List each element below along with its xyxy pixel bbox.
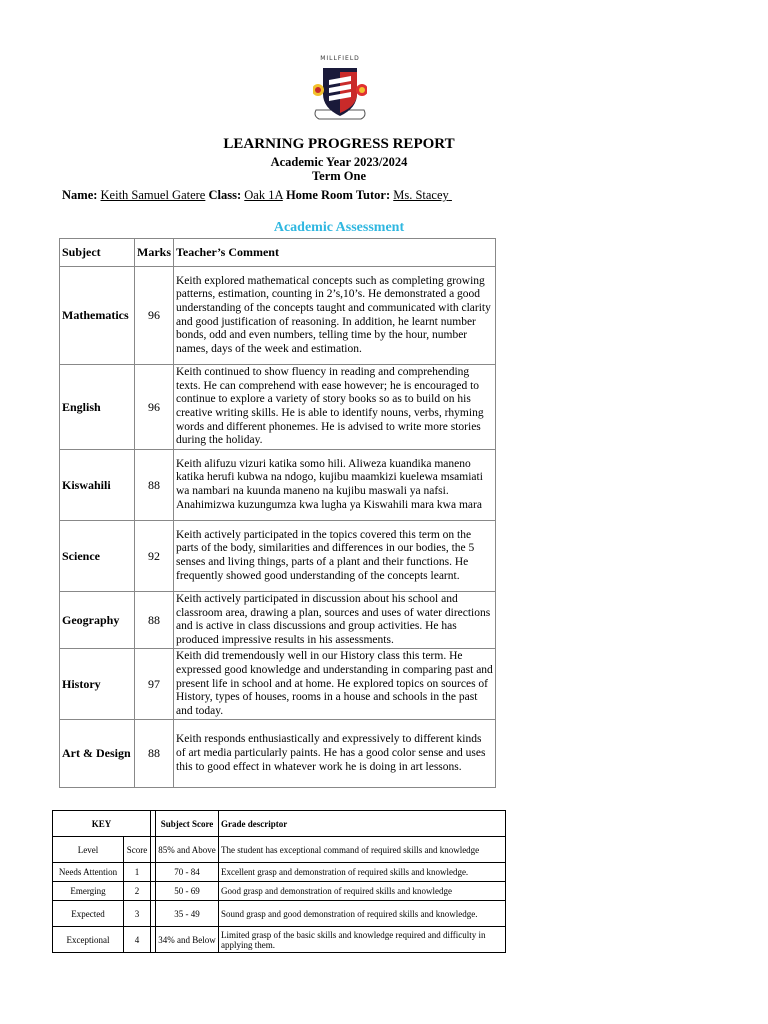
report-title: LEARNING PROGRESS REPORT	[223, 136, 455, 152]
level-score: 1	[124, 863, 151, 882]
assessment-table	[59, 238, 496, 788]
score-range: 85% and Above	[156, 837, 219, 863]
score-range: 50 - 69	[156, 882, 219, 901]
assessment-header-row	[60, 239, 496, 267]
class-label: Class:	[208, 188, 242, 202]
table-row	[60, 592, 496, 649]
marks-header: Marks	[135, 239, 174, 267]
level-header: Level	[53, 837, 124, 863]
teacher-comment: Keith explored mathematical concepts such as completing growing patterns, estimation, counting in 2’s,10’s. He demonstrated a good understanding of the concepts taught and communicated with clarity and good justification of reasoning. In addition, he learnt number bonds, odd and even numbers, telling time by the hour, number names, days of the week and estimation.	[174, 267, 496, 365]
teacher-comment: Keith alifuzu vizuri katika somo hili. Aliweza kuandika maneno katika herufi kubwa na ndogo, kujibu maamkizi kuelewa msamiati wa nambari na kuunda maneno na kujibu maswali ya nafsi. Anahimizwa kuzungumza kwa lugha ya Kiswahili mara kwa mara	[174, 450, 496, 521]
level-name: Exceptional	[53, 927, 124, 953]
student-class: Oak 1A	[244, 188, 283, 202]
grade-descriptor: The student has exceptional command of required skills and knowledge	[219, 837, 506, 863]
level-score: 4	[124, 927, 151, 953]
table-row	[60, 267, 496, 365]
subject-name: Kiswahili	[60, 450, 135, 521]
table-row	[60, 720, 496, 788]
teacher-comment: Keith actively participated in discussion about his school and classroom area, drawing a plan, sources and uses of water directions and is active in class discussions and group activities. He has produced impressive results in his assessments.	[174, 592, 496, 649]
tutor-label: Home Room Tutor:	[285, 188, 391, 202]
grade-descriptor: Good grasp and demonstration of required skills and knowledge	[219, 882, 506, 901]
crest-icon	[313, 64, 367, 122]
teacher-comment: Keith did tremendously well in our History class this term. He expressed good knowledge and understanding in comparing past and present life in school and at home. He explored topics on sources of History, types of houses, rooms in a house and schools in the past and today.	[174, 649, 496, 720]
academic-year: Academic Year 2023/2024	[270, 155, 408, 169]
key-header-row	[53, 811, 506, 837]
level-score-header: Score	[124, 837, 151, 863]
teacher-comment: Keith responds enthusiastically and expressively to different kinds of art media particularly paints. He has a good color sense and uses this to good effect in whatever work he is doing in art lessons.	[174, 720, 496, 788]
level-score: 2	[124, 882, 151, 901]
table-row	[53, 882, 506, 901]
grading-key-table	[52, 810, 506, 953]
level-score: 3	[124, 901, 151, 927]
subject-marks: 92	[135, 521, 174, 592]
school-crest	[309, 55, 371, 122]
subject-name: Art & Design	[60, 720, 135, 788]
level-name: Needs Attention	[53, 863, 124, 882]
subject-marks: 88	[135, 720, 174, 788]
subject-name: History	[60, 649, 135, 720]
teacher-comment: Keith continued to show fluency in reading and comprehending texts. He can comprehend with ease however; he is encouraged to continue to explore a variety of story books so as to build on his creative writing skills. He is able to identify nouns, verbs, rhyming words and different phonemes. He is advised to write more stories during the holiday.	[174, 365, 496, 450]
subject-marks: 96	[135, 365, 174, 450]
score-header: Subject Score	[156, 811, 219, 837]
key-title: KEY	[53, 811, 151, 837]
student-name: Keith Samuel Gatere	[100, 188, 206, 202]
table-row	[60, 521, 496, 592]
table-row	[53, 927, 506, 953]
score-range: 35 - 49	[156, 901, 219, 927]
table-row	[53, 901, 506, 927]
score-range: 70 - 84	[156, 863, 219, 882]
level-name: Expected	[53, 901, 124, 927]
school-name: MILLFIELD	[320, 55, 360, 62]
subject-name: English	[60, 365, 135, 450]
subject-name: Mathematics	[60, 267, 135, 365]
teacher-comment: Keith actively participated in the topics covered this term on the parts of the body, similarities and differences in our bodies, the 5 senses and living things, parts of a plant and their functions. He frequently showed good understanding of the concepts learnt.	[174, 521, 496, 592]
grade-descriptor: Excellent grasp and demonstration of required skills and knowledge.	[219, 863, 506, 882]
level-name: Emerging	[53, 882, 124, 901]
score-range: 34% and Below	[156, 927, 219, 953]
subject-marks: 97	[135, 649, 174, 720]
name-label: Name:	[62, 188, 98, 202]
subject-name: Geography	[60, 592, 135, 649]
grade-descriptor: Limited grasp of the basic skills and knowledge required and difficulty in applying them.	[219, 927, 506, 953]
tutor-name: Ms. Stacey	[393, 188, 449, 202]
grade-descriptor: Sound grasp and good demonstration of required skills and knowledge.	[219, 901, 506, 927]
table-row	[60, 649, 496, 720]
descriptor-header: Grade descriptor	[219, 811, 506, 837]
subject-marks: 96	[135, 267, 174, 365]
table-row	[53, 863, 506, 882]
table-row	[53, 837, 506, 863]
table-row	[60, 450, 496, 521]
comment-header: Teacher’s Comment	[174, 239, 496, 267]
student-info-line	[62, 188, 452, 203]
subject-marks: 88	[135, 592, 174, 649]
assessment-title: Academic Assessment	[273, 220, 405, 235]
table-row	[60, 365, 496, 450]
subject-name: Science	[60, 521, 135, 592]
subject-header: Subject	[60, 239, 135, 267]
subject-marks: 88	[135, 450, 174, 521]
term: Term One	[311, 169, 367, 183]
